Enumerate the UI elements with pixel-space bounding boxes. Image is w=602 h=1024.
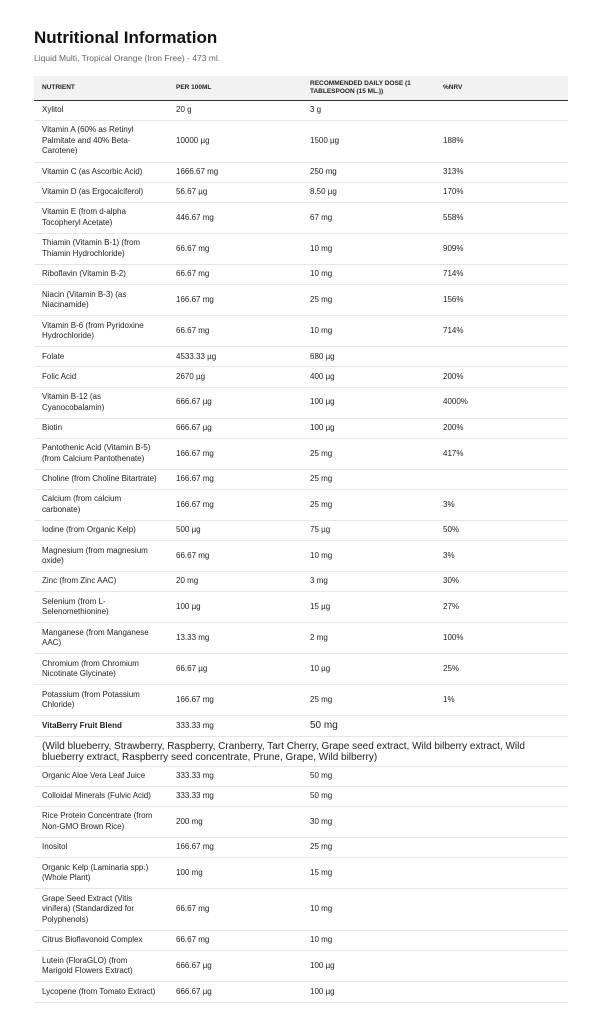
daily-dose-cell: 25 mg bbox=[302, 837, 435, 857]
table-row bbox=[34, 592, 568, 623]
daily-dose-cell: 25 mg bbox=[302, 469, 435, 489]
daily-dose-cell: 250 mg bbox=[302, 162, 435, 182]
nutrient-cell: Grape Seed Extract (Vitis vinifera) (Standardized for Polyphenols) bbox=[34, 889, 168, 931]
nutrient-cell: Vitamin A (60% as Retinyl Palmitate and 40% Beta-Carotene) bbox=[34, 120, 168, 162]
nutrient-cell: Xylitol bbox=[34, 100, 168, 120]
nutrient-cell: Lycopene (from Tomato Extract) bbox=[34, 982, 168, 1002]
nrv-cell: 3% bbox=[435, 490, 568, 521]
header-nutrient: NUTRIENT bbox=[34, 76, 168, 100]
nutrient-cell: Folate bbox=[34, 347, 168, 367]
per-100ml-cell: 1666.67 mg bbox=[168, 162, 302, 182]
nutrient-cell: Magnesium (from magnesium oxide) bbox=[34, 541, 168, 572]
nrv-cell: 909% bbox=[435, 234, 568, 265]
daily-dose-cell: 75 µg bbox=[302, 521, 435, 541]
per-100ml-cell: 166.67 mg bbox=[168, 490, 302, 521]
table-row bbox=[34, 367, 568, 387]
daily-dose-cell: 10 mg bbox=[302, 889, 435, 931]
nutrient-cell: Citrus Bioflavonoid Complex bbox=[34, 931, 168, 951]
table-row bbox=[34, 316, 568, 347]
nutrient-cell: Biotin bbox=[34, 418, 168, 438]
table-row bbox=[34, 182, 568, 202]
daily-dose-cell: 100 µg bbox=[302, 387, 435, 418]
nrv-cell bbox=[435, 100, 568, 120]
per-100ml-cell: 66.67 mg bbox=[168, 316, 302, 347]
nrv-cell bbox=[435, 889, 568, 931]
nutrient-cell: Lutein (FloraGLO) (from Marigold Flowers Extract) bbox=[34, 951, 168, 982]
table-row bbox=[34, 418, 568, 438]
nutrient-cell: Vitamin D (as Ergocalciferol) bbox=[34, 182, 168, 202]
nrv-cell: 170% bbox=[435, 182, 568, 202]
daily-dose-cell: 10 mg bbox=[302, 931, 435, 951]
table-row bbox=[34, 521, 568, 541]
table-row bbox=[34, 387, 568, 418]
daily-dose-cell: 10 mg bbox=[302, 265, 435, 285]
nrv-cell bbox=[435, 786, 568, 806]
nutrient-cell: Thiamin (Vitamin B-1) (from Thiamin Hydrochloride) bbox=[34, 234, 168, 265]
nrv-cell: 156% bbox=[435, 285, 568, 316]
daily-dose-cell: 100 µg bbox=[302, 982, 435, 1002]
nutrient-cell: Zinc (from Zinc AAC) bbox=[34, 572, 168, 592]
nutrition-panel bbox=[34, 28, 568, 1003]
table-body-bottom bbox=[34, 766, 568, 1002]
page-subtitle: Liquid Multi, Tropical Orange (Iron Free) - 473 ml. bbox=[34, 53, 221, 63]
nrv-cell bbox=[435, 469, 568, 489]
nrv-cell: 4000% bbox=[435, 387, 568, 418]
nutrient-cell: Selenium (from L-Selenomethionine) bbox=[34, 592, 168, 623]
per-100ml-cell: 66.67 µg bbox=[168, 654, 302, 685]
nrv-cell: 188% bbox=[435, 120, 568, 162]
blend-description: (Wild blueberry, Strawberry, Raspberry, Cranberry, Tart Cherry, Grape seed extract, Wild bilberry extract, Wild blueberry extract, Raspberry seed concentrate, Prune, Grape, Wild bilberry) bbox=[34, 736, 568, 766]
nutrient-cell: Pantothenic Acid (Vitamin B-5) (from Calcium Pantothenate) bbox=[34, 438, 168, 469]
table-row bbox=[34, 685, 568, 716]
nrv-cell bbox=[435, 347, 568, 367]
per-100ml-cell: 66.67 mg bbox=[168, 265, 302, 285]
per-100ml-cell: 166.67 mg bbox=[168, 837, 302, 857]
nrv-cell bbox=[435, 858, 568, 889]
daily-dose-cell: 50 mg bbox=[302, 786, 435, 806]
table-row bbox=[34, 951, 568, 982]
table-row bbox=[34, 806, 568, 837]
per-100ml-cell: 166.67 mg bbox=[168, 685, 302, 716]
per-100ml-cell: 20 mg bbox=[168, 572, 302, 592]
header-daily-dose: RECOMMENDED DAILY DOSE (1 TABLESPOON (15 ML.)) bbox=[302, 76, 435, 100]
per-100ml-cell: 333.33 mg bbox=[168, 766, 302, 786]
nrv-cell bbox=[435, 806, 568, 837]
daily-dose-cell: 25 mg bbox=[302, 490, 435, 521]
table-row bbox=[34, 469, 568, 489]
per-100ml-cell: 666.67 µg bbox=[168, 387, 302, 418]
header-per-100ml: PER 100ML bbox=[168, 76, 302, 100]
table-row bbox=[34, 285, 568, 316]
per-100ml-cell: 66.67 mg bbox=[168, 234, 302, 265]
table-row bbox=[34, 162, 568, 182]
table-row bbox=[34, 623, 568, 654]
nutrient-cell: Manganese (from Manganese AAC) bbox=[34, 623, 168, 654]
table-row bbox=[34, 347, 568, 367]
table-header bbox=[34, 76, 568, 100]
per-100ml-cell: 66.67 mg bbox=[168, 931, 302, 951]
nutrient-cell: Choline (from Choline Bitartrate) bbox=[34, 469, 168, 489]
daily-dose-cell: 50 mg bbox=[302, 766, 435, 786]
table-row bbox=[34, 858, 568, 889]
table-row bbox=[34, 203, 568, 234]
daily-dose-cell: 15 µg bbox=[302, 592, 435, 623]
daily-dose-cell: 10 mg bbox=[302, 541, 435, 572]
nrv-cell: 313% bbox=[435, 162, 568, 182]
table-row bbox=[34, 654, 568, 685]
nutrient-cell: Vitamin B-6 (from Pyridoxine Hydrochloride) bbox=[34, 316, 168, 347]
nrv-cell: 25% bbox=[435, 654, 568, 685]
table-row bbox=[34, 438, 568, 469]
per-100ml-cell: 500 µg bbox=[168, 521, 302, 541]
table-row bbox=[34, 572, 568, 592]
blend-daily-dose: 50 mg bbox=[302, 716, 435, 736]
per-100ml-cell: 100 mg bbox=[168, 858, 302, 889]
nutrient-cell: Folic Acid bbox=[34, 367, 168, 387]
nutrient-cell: Potassium (from Potassium Chloride) bbox=[34, 685, 168, 716]
table-row-blend bbox=[34, 716, 568, 736]
table-row bbox=[34, 786, 568, 806]
header-row bbox=[34, 76, 568, 100]
nutrient-cell: Iodine (from Organic Kelp) bbox=[34, 521, 168, 541]
nrv-cell: 200% bbox=[435, 367, 568, 387]
daily-dose-cell: 100 µg bbox=[302, 418, 435, 438]
per-100ml-cell: 56.67 µg bbox=[168, 182, 302, 202]
table-row bbox=[34, 541, 568, 572]
blend-nutrient: VitaBerry Fruit Blend bbox=[34, 716, 168, 736]
per-100ml-cell: 446.67 mg bbox=[168, 203, 302, 234]
daily-dose-cell: 100 µg bbox=[302, 951, 435, 982]
daily-dose-cell: 67 mg bbox=[302, 203, 435, 234]
table-row bbox=[34, 265, 568, 285]
nrv-cell: 714% bbox=[435, 316, 568, 347]
table-row bbox=[34, 931, 568, 951]
table-row bbox=[34, 766, 568, 786]
per-100ml-cell: 166.67 mg bbox=[168, 285, 302, 316]
table-row bbox=[34, 234, 568, 265]
per-100ml-cell: 100 µg bbox=[168, 592, 302, 623]
nrv-cell: 100% bbox=[435, 623, 568, 654]
per-100ml-cell: 66.67 mg bbox=[168, 541, 302, 572]
nutrient-cell: Rice Protein Concentrate (from Non-GMO Brown Rice) bbox=[34, 806, 168, 837]
daily-dose-cell: 1500 µg bbox=[302, 120, 435, 162]
nrv-cell bbox=[435, 766, 568, 786]
blend-per-100ml: 333.33 mg bbox=[168, 716, 302, 736]
per-100ml-cell: 66.67 mg bbox=[168, 889, 302, 931]
nrv-cell: 1% bbox=[435, 685, 568, 716]
nrv-cell bbox=[435, 951, 568, 982]
header-nrv: %NRV bbox=[435, 76, 568, 100]
table-row bbox=[34, 837, 568, 857]
nutrient-cell: Riboflavin (Vitamin B-2) bbox=[34, 265, 168, 285]
nutrient-cell: Vitamin B-12 (as Cyanocobalamin) bbox=[34, 387, 168, 418]
daily-dose-cell: 2 mg bbox=[302, 623, 435, 654]
daily-dose-cell: 25 mg bbox=[302, 285, 435, 316]
daily-dose-cell: 15 mg bbox=[302, 858, 435, 889]
per-100ml-cell: 2670 µg bbox=[168, 367, 302, 387]
nrv-cell: 3% bbox=[435, 541, 568, 572]
nrv-cell bbox=[435, 982, 568, 1002]
nrv-cell: 558% bbox=[435, 203, 568, 234]
nrv-cell: 27% bbox=[435, 592, 568, 623]
daily-dose-cell: 8.50 µg bbox=[302, 182, 435, 202]
nrv-cell: 200% bbox=[435, 418, 568, 438]
nutrient-cell: Vitamin E (from d-alpha Tocopheryl Acetate) bbox=[34, 203, 168, 234]
nrv-cell bbox=[435, 931, 568, 951]
per-100ml-cell: 13.33 mg bbox=[168, 623, 302, 654]
nutrient-cell: Inositol bbox=[34, 837, 168, 857]
daily-dose-cell: 10 µg bbox=[302, 654, 435, 685]
daily-dose-cell: 400 µg bbox=[302, 367, 435, 387]
table-row-blend-description bbox=[34, 736, 568, 766]
table-row bbox=[34, 889, 568, 931]
per-100ml-cell: 10000 µg bbox=[168, 120, 302, 162]
table-body-top bbox=[34, 100, 568, 716]
per-100ml-cell: 333.33 mg bbox=[168, 786, 302, 806]
daily-dose-cell: 25 mg bbox=[302, 685, 435, 716]
daily-dose-cell: 10 mg bbox=[302, 234, 435, 265]
nrv-cell: 417% bbox=[435, 438, 568, 469]
nutrient-cell: Organic Kelp (Laminaria spp.) (Whole Plant) bbox=[34, 858, 168, 889]
daily-dose-cell: 10 mg bbox=[302, 316, 435, 347]
nutrient-cell: Organic Aloe Vera Leaf Juice bbox=[34, 766, 168, 786]
table-row bbox=[34, 120, 568, 162]
nrv-cell bbox=[435, 837, 568, 857]
daily-dose-cell: 3 g bbox=[302, 100, 435, 120]
per-100ml-cell: 166.67 mg bbox=[168, 438, 302, 469]
nutrient-cell: Vitamin C (as Ascorbic Acid) bbox=[34, 162, 168, 182]
per-100ml-cell: 666.67 µg bbox=[168, 982, 302, 1002]
per-100ml-cell: 200 mg bbox=[168, 806, 302, 837]
nutrient-cell: Niacin (Vitamin B-3) (as Niacinamide) bbox=[34, 285, 168, 316]
daily-dose-cell: 680 µg bbox=[302, 347, 435, 367]
per-100ml-cell: 666.67 µg bbox=[168, 951, 302, 982]
nrv-cell: 30% bbox=[435, 572, 568, 592]
daily-dose-cell: 30 mg bbox=[302, 806, 435, 837]
table-row bbox=[34, 982, 568, 1002]
nrv-cell: 50% bbox=[435, 521, 568, 541]
per-100ml-cell: 666.67 µg bbox=[168, 418, 302, 438]
page-title: Nutritional Information bbox=[34, 28, 218, 47]
table-body-blend bbox=[34, 716, 568, 766]
nutrition-table bbox=[34, 76, 568, 1003]
nutrient-cell: Chromium (from Chromium Nicotinate Glycinate) bbox=[34, 654, 168, 685]
daily-dose-cell: 3 mg bbox=[302, 572, 435, 592]
per-100ml-cell: 20 g bbox=[168, 100, 302, 120]
nutrient-cell: Colloidal Minerals (Fulvic Acid) bbox=[34, 786, 168, 806]
per-100ml-cell: 4533.33 µg bbox=[168, 347, 302, 367]
table-row bbox=[34, 490, 568, 521]
nutrient-cell: Calcium (from calcium carbonate) bbox=[34, 490, 168, 521]
per-100ml-cell: 166.67 mg bbox=[168, 469, 302, 489]
blend-nrv bbox=[435, 716, 568, 736]
daily-dose-cell: 25 mg bbox=[302, 438, 435, 469]
nrv-cell: 714% bbox=[435, 265, 568, 285]
table-row bbox=[34, 100, 568, 120]
